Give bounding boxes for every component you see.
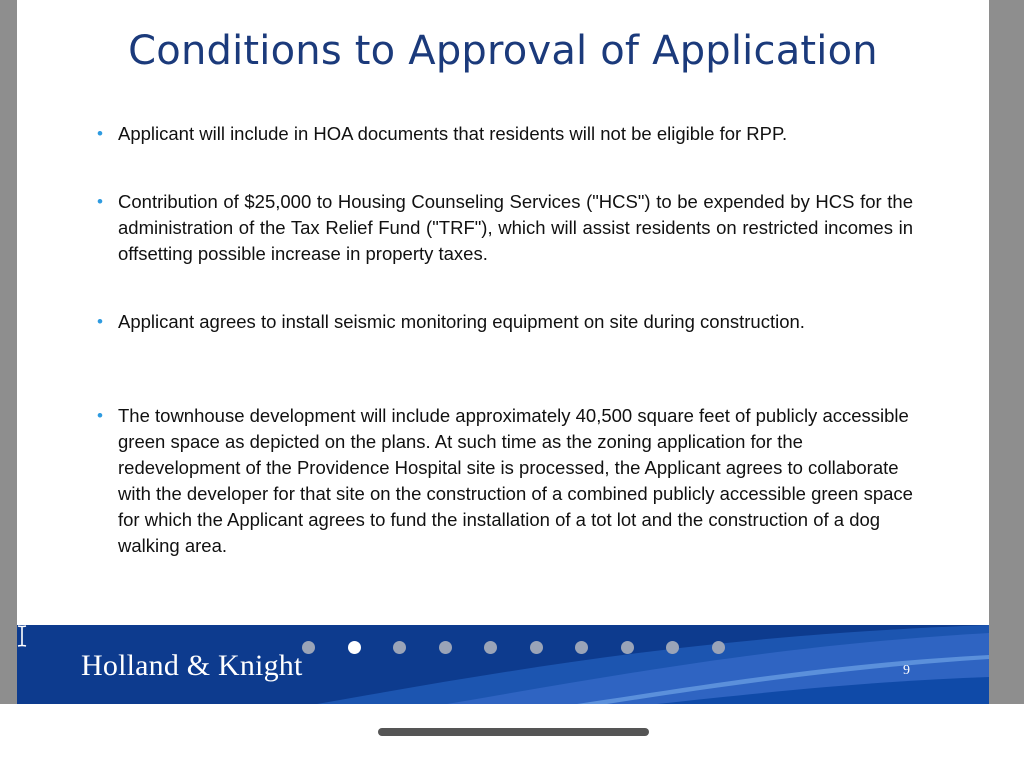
- viewer-background-left: [0, 0, 17, 704]
- home-indicator[interactable]: [378, 728, 649, 736]
- bullet-text: Contribution of $25,000 to Housing Counseling Services ("HCS") to be expended by HCS for the administration of the Tax Relief Fund ("TRF"), which will assist residents on restricted incomes in offsetting possible increase in property taxes.: [118, 191, 913, 264]
- bullet-dot: •: [97, 192, 103, 211]
- viewer-background-right: [989, 0, 1024, 704]
- presentation-slide: [17, 0, 989, 704]
- bullet-dot: •: [97, 312, 103, 331]
- pager-dot-6[interactable]: [530, 641, 543, 654]
- slide-footer: [17, 625, 989, 704]
- bullet-text: Applicant agrees to install seismic monitoring equipment on site during construction.: [118, 311, 805, 332]
- pager-dot-5[interactable]: [484, 641, 497, 654]
- bullet-dot: •: [97, 124, 103, 143]
- pager-dot-10[interactable]: [712, 641, 725, 654]
- pager-dot-4[interactable]: [439, 641, 452, 654]
- pager-dot-3[interactable]: [393, 641, 406, 654]
- pager-dot-2[interactable]: [348, 641, 361, 654]
- slide-title: Conditions to Approval of Application: [128, 28, 878, 74]
- pager-dot-8[interactable]: [621, 641, 634, 654]
- holland-knight-logo: Holland & Knight: [81, 649, 303, 682]
- page-number: 9: [903, 663, 910, 678]
- bullet-text: Applicant will include in HOA documents that residents will not be eligible for RPP.: [118, 123, 788, 144]
- bullet-dot: •: [97, 406, 103, 425]
- text-cursor-icon: [17, 625, 27, 647]
- pager-dot-7[interactable]: [575, 641, 588, 654]
- pager-dot-1[interactable]: [302, 641, 315, 654]
- pager-dot-9[interactable]: [666, 641, 679, 654]
- bullet-text: The townhouse development will include approximately 40,500 square feet of publicly accessible green space as depicted on the plans. At such time as the zoning application for the redevelopment of the Providence Hospital site is processed, the Applicant agrees to collaborate with the developer for that site on the construction of a combined publicly accessible green space for which the Applicant agrees to fund the installation of a tot lot and the construction of a dog walking area.: [118, 405, 913, 556]
